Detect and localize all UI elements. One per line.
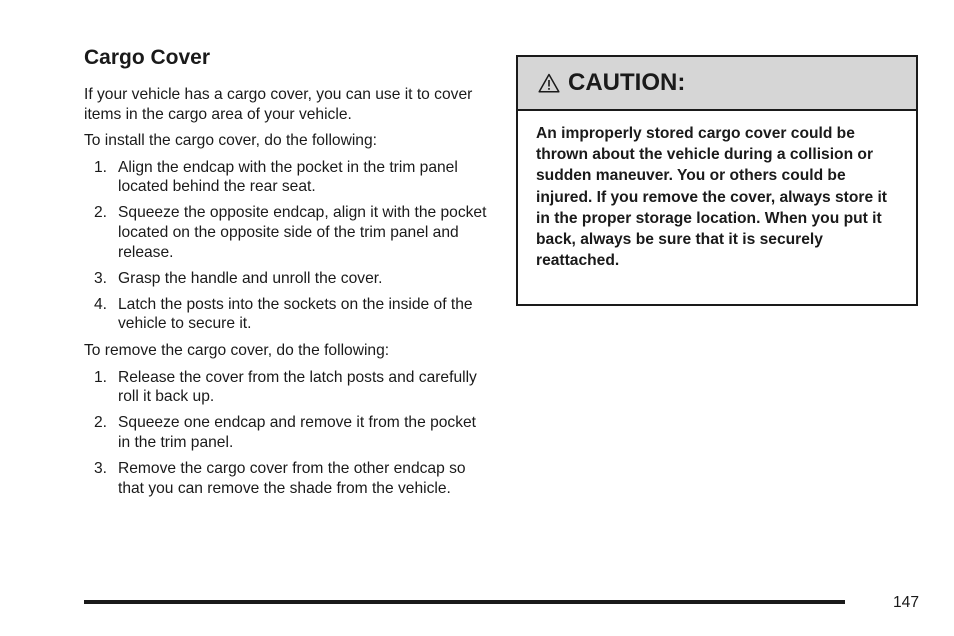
main-column <box>84 44 490 505</box>
step-number: 1. <box>94 368 108 386</box>
install-steps-list <box>84 158 490 334</box>
list-item <box>84 413 490 452</box>
step-number: 3. <box>94 460 108 477</box>
list-item <box>84 203 490 262</box>
remove-steps-list <box>84 368 490 499</box>
caution-header <box>518 57 916 111</box>
section-title: Cargo Cover <box>84 46 211 69</box>
step-number: 3. <box>94 269 108 287</box>
step-number: 2. <box>94 414 108 432</box>
list-item <box>84 158 490 197</box>
step-text: Latch the posts into the sockets on the inside of the vehicle to secure it. <box>118 295 473 333</box>
step-text: Grasp the handle and unroll the cover. <box>118 269 383 287</box>
list-item <box>84 269 490 289</box>
step-text: Squeeze the opposite endcap, align it with the pocket located on the opposite side of the trim panel and release. <box>118 204 487 261</box>
page-number: 147 <box>893 594 920 611</box>
step-number: 4. <box>94 295 108 313</box>
list-item <box>84 295 490 334</box>
install-heading: To install the cargo cover, do the following: <box>84 132 377 150</box>
caution-box <box>516 55 918 306</box>
step-text: Release the cover from the latch posts and carefully roll it back up. <box>118 368 477 406</box>
list-item <box>84 459 490 498</box>
caution-text: An improperly stored cargo cover could be thrown about the vehicle during a collision or sudden maneuver. You or others could be injured. If you remove the cover, always store it in the proper storage location. When you put it back, always be sure that it is securely reattached. <box>536 125 887 270</box>
step-text: Remove the cargo cover from the other endcap so that you can remove the shade from the vehicle. <box>118 460 466 497</box>
warning-triangle-icon <box>538 73 560 93</box>
step-number: 1. <box>94 158 108 176</box>
step-text: Align the endcap with the pocket in the trim panel located behind the rear seat. <box>118 158 458 196</box>
remove-heading: To remove the cargo cover, do the following: <box>84 342 390 360</box>
step-text: Squeeze one endcap and remove it from the pocket in the trim panel. <box>118 414 477 451</box>
intro-paragraph: If your vehicle has a cargo cover, you can use it to cover items in the cargo area of your vehicle. <box>84 86 473 123</box>
step-number: 2. <box>94 204 108 222</box>
list-item <box>84 368 490 407</box>
footer-divider <box>84 600 845 604</box>
caution-title: CAUTION: <box>568 69 686 96</box>
